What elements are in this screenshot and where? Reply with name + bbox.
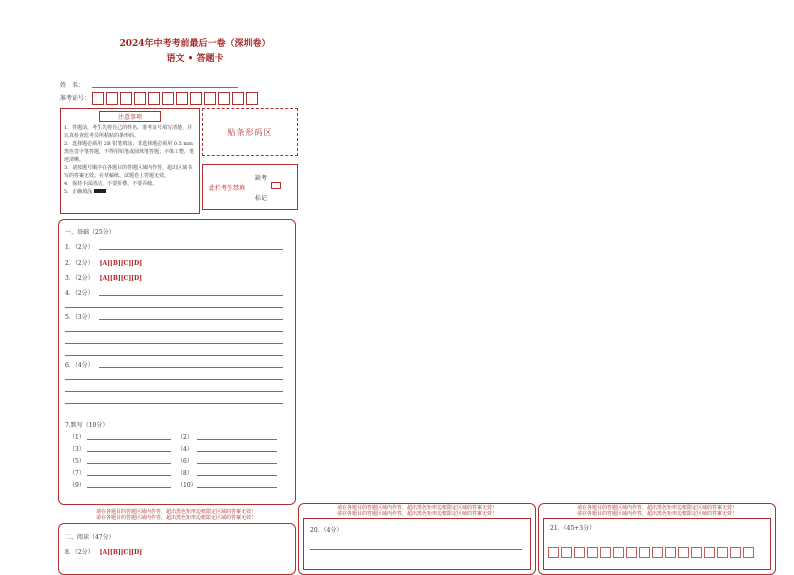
q21-box: 21．（45+3分） <box>543 518 771 570</box>
section1-title: 一、基础（25分） <box>65 229 115 236</box>
notice-item: 3．请按题号顺序在各题目的答题区域内作答，超出区域书写的答案无效；在草稿纸、试题卷上答题无效。 <box>64 165 193 179</box>
notice-title: 注意事项 <box>99 111 161 122</box>
filled-mark-icon <box>94 189 106 193</box>
fill-line[interactable] <box>197 475 277 476</box>
page-title: 2024年中考考前最后一卷（深圳卷） <box>119 39 271 49</box>
id-cells[interactable] <box>92 90 260 109</box>
page-subtitle: 语文 • 答题卡 <box>166 54 224 64</box>
choice-options[interactable]: [A][B][C][D] <box>99 260 143 267</box>
section1-box: 一、基础（25分） 1．（2分） 2．（2分） [A][B][C][D] 3．（2分） [A][B][C][D] 4．（2分） 5．（3分） 6．（4分） 7.默写（10分） （1） （2） （3） （4） （5） （6） （7） （8） （9） （10） <box>58 219 296 505</box>
choice-options[interactable]: [A][B][C][D] <box>99 549 143 556</box>
answer-line[interactable] <box>99 295 283 296</box>
fill-line[interactable] <box>197 463 277 464</box>
absent-box: 缺考 此栏考生禁填 标记 <box>202 164 298 210</box>
choice-options[interactable]: [A][B][C][D] <box>99 275 143 282</box>
answer-line[interactable] <box>65 343 283 344</box>
answer-line[interactable] <box>65 391 283 392</box>
col2-box: 请在各题目的答题区域内作答，超出黑色矩形边框限定区域的答案无效！ 请在各题目的答题区域内作答，超出黑色矩形边框限定区域的答案无效！ 20．（4分） <box>298 503 536 575</box>
fill-line[interactable] <box>87 487 171 488</box>
barcode-area: 贴条形码区 <box>202 108 298 156</box>
notice-item: 4．保持卡面清洁，不要折叠、不要弄破。 <box>64 181 158 187</box>
notice-item: 2．选择题必须用 2B 铅笔填涂；非选择题必须用 0.5 mm 黑色签字笔答题，不得用铅笔或圆珠笔答题；字体工整、笔迹清晰。 <box>64 141 195 163</box>
fill-line[interactable] <box>87 463 171 464</box>
warning-text: 请在各题目的答题区域内作答，超出黑色矩形边框限定区域的答案无效！ <box>95 515 256 521</box>
section2-title: 二、阅读（47分） <box>65 534 115 541</box>
fill-line[interactable] <box>197 487 277 488</box>
answer-line[interactable] <box>65 331 283 332</box>
fill-line[interactable] <box>87 439 171 440</box>
answer-line[interactable] <box>65 379 283 380</box>
answer-line[interactable] <box>99 367 283 368</box>
col3-box: 请在各题目的答题区域内作答，超出黑色矩形边框限定区域的答案无效！ 请在各题目的答题区域内作答，超出黑色矩形边框限定区域的答案无效！ 21．（45+3分） <box>538 503 776 575</box>
absent-checkbox[interactable] <box>271 182 281 189</box>
answer-line[interactable] <box>65 403 283 404</box>
answer-line[interactable] <box>99 249 283 250</box>
answer-line[interactable] <box>99 319 283 320</box>
fill-line[interactable] <box>197 439 277 440</box>
answer-line[interactable] <box>310 549 522 550</box>
warning-text: 请在各题目的答题区域内作答，超出黑色矩形边框限定区域的答案无效！ <box>95 509 256 515</box>
fill-line[interactable] <box>87 475 171 476</box>
name-label: 姓 名： <box>60 82 85 89</box>
fill-line[interactable] <box>197 451 277 452</box>
answer-line[interactable] <box>65 307 283 308</box>
essay-grid[interactable] <box>548 543 756 562</box>
notice-item: 5．正确填涂 <box>64 188 196 196</box>
name-field[interactable] <box>92 87 238 88</box>
answer-line[interactable] <box>65 355 283 356</box>
section2-box: 二、阅读（47分） 8．（2分） [A][B][C][D] <box>58 523 296 575</box>
notice-item: 1．答题前，考生先将自己的姓名、准考证号填写清楚，并认真检查监考员所粘贴的条形码。 <box>64 125 193 139</box>
q20-box: 20．（4分） <box>303 518 531 570</box>
id-label: 准考证号： <box>60 95 91 102</box>
notice-box <box>60 108 200 214</box>
fill-line[interactable] <box>87 451 171 452</box>
